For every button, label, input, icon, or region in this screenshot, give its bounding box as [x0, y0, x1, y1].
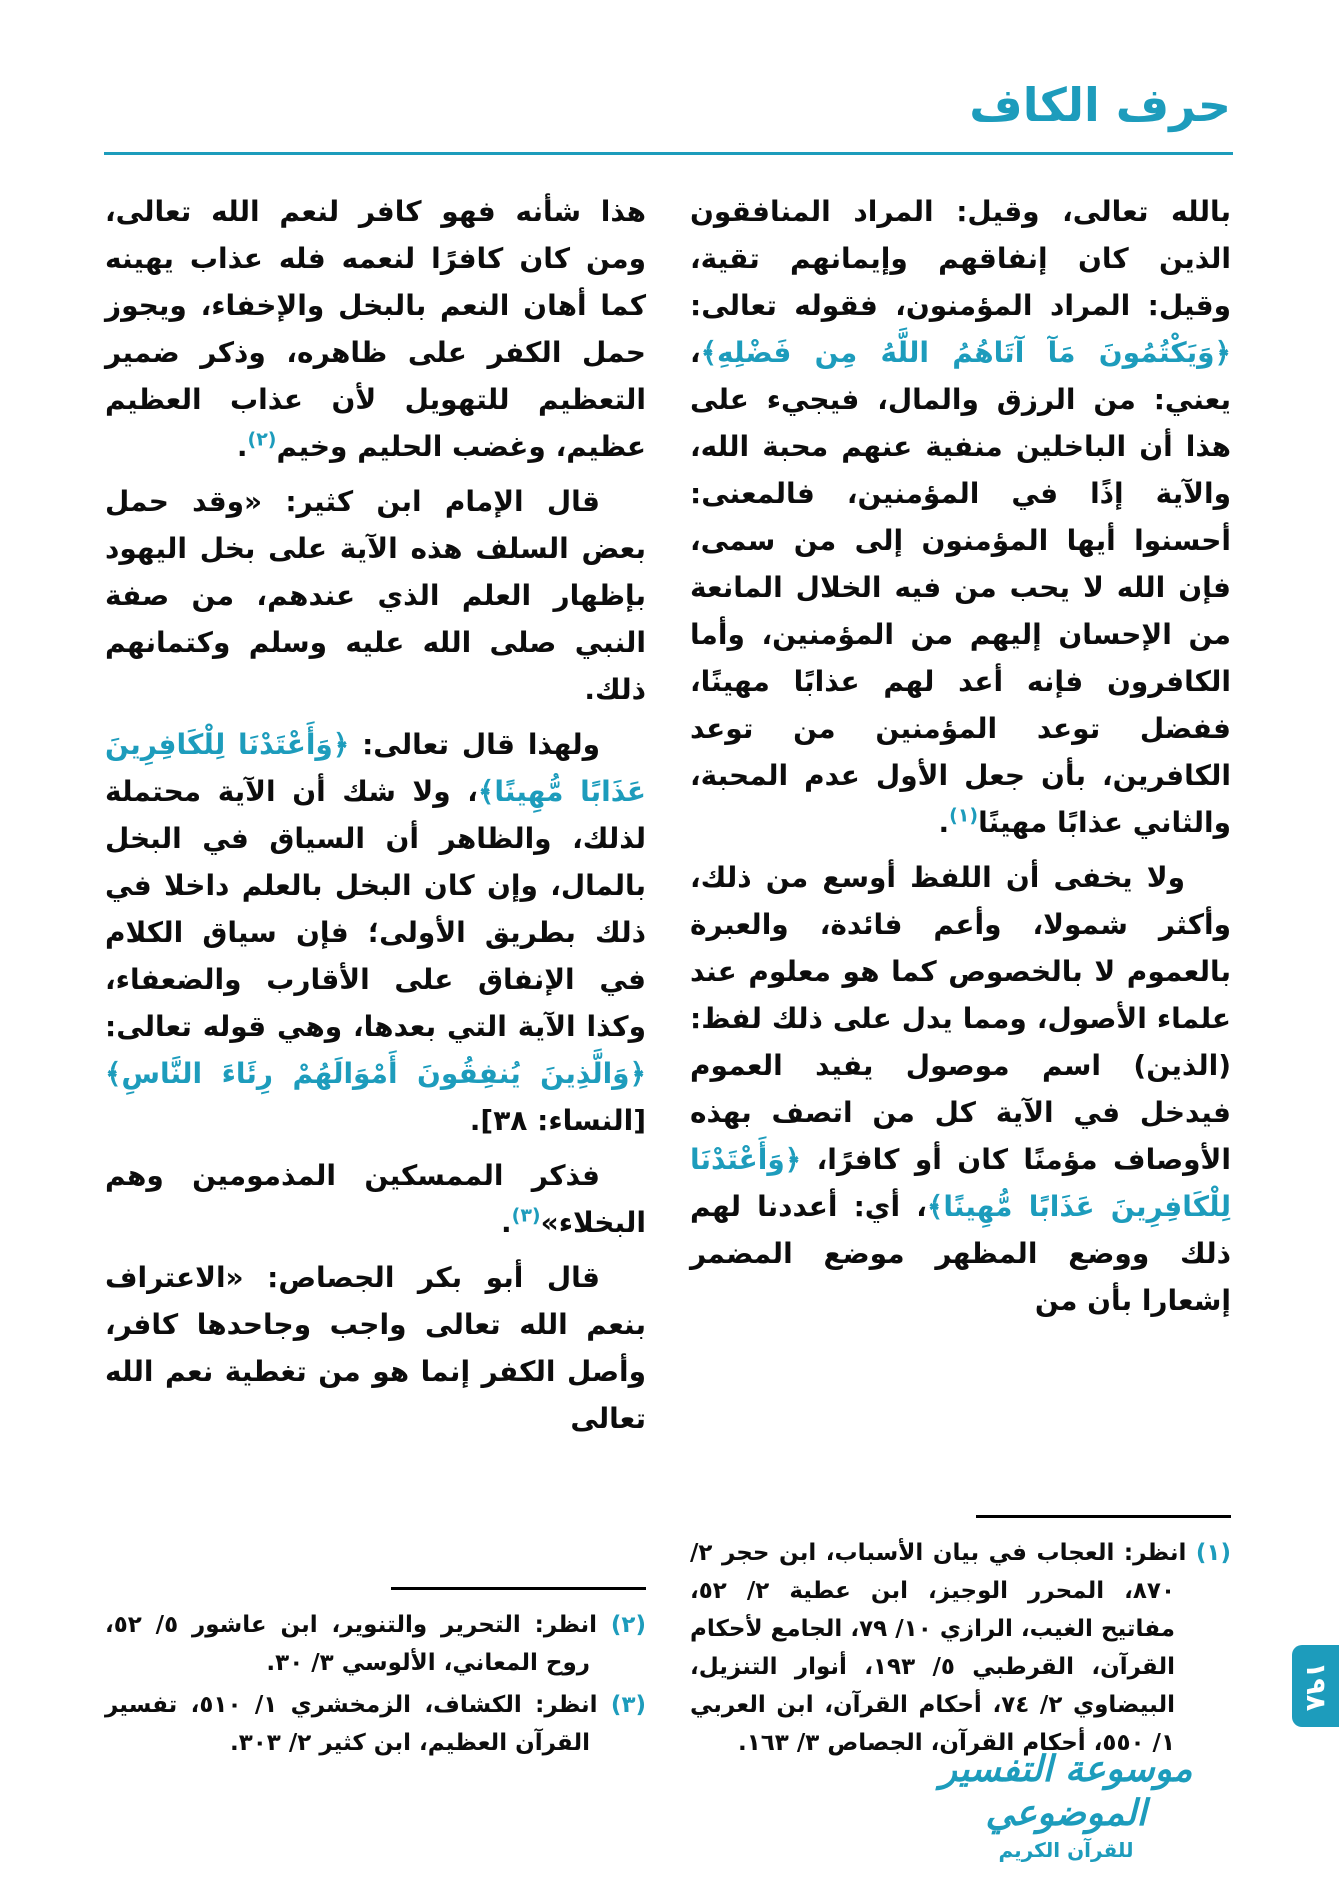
footnotes-left	[105, 1606, 646, 1762]
footnote-separator-rule	[976, 1515, 1231, 1518]
column-right	[690, 188, 1231, 1766]
text-run: قال أبو بكر الجصاص: «الاعتراف بنعم الله تعالى واجب وجاحدها كافر، وأصل الكفر إنما هو من تغطية نعم الله تعالى	[105, 1261, 646, 1435]
text-run: ، ولا شك أن الآية محتملة لذلك، والظاهر أن السياق في البخل بالمال، وإن كان البخل بالعلم داخلا في ذلك بطريق الأولى؛ فإن سياق الكلام في الإنفاق على الأقارب والضعفاء، وكذا الآية التي بعدها، وهي قوله تعالى:	[105, 775, 646, 1043]
quran-verse: ﴿وَيَكْتُمُونَ مَآ آتَاهُمُ اللَّهُ مِن فَضْلِهِ﴾	[700, 336, 1231, 369]
text-run: هذا شأنه فهو كافر لنعم الله تعالى، ومن كان كافرًا لنعمه فله عذاب يهينه كما أهان النعم بالبخل والإخفاء، ويجوز حمل الكفر على ظاهره، وذكر ضمير التعظيم للتهويل لأن عذاب العظيم عظيم، وغضب الحليم وخيم	[105, 195, 646, 463]
paragraph	[690, 188, 1231, 846]
footnote-marker: (٣)	[597, 1692, 646, 1718]
paragraph	[690, 854, 1231, 1324]
text-run: [النساء: ٣٨].	[469, 1104, 646, 1137]
column-right-paragraphs	[690, 188, 1231, 1332]
footnote-block-right	[690, 1509, 1231, 1766]
paragraph	[105, 1254, 646, 1442]
text-run: .	[236, 430, 248, 463]
text-run: بالله تعالى، وقيل: المراد المنافقون الذين كان إنفاقهم وإيمانهم تقية، وقيل: المراد المؤمنون، فقوله تعالى:	[690, 195, 1231, 322]
footnote-separator-rule	[391, 1587, 646, 1590]
footnote-marker: (١)	[1186, 1540, 1231, 1566]
logo-subtitle: للقرآن الكريم	[998, 1838, 1134, 1862]
footnote-text: انظر: التحرير والتنوير، ابن عاشور ٥/ ٥٢، روح المعاني، الألوسي ٣/ ٣٠.	[105, 1612, 598, 1676]
paragraph	[105, 478, 646, 713]
header-divider-rule	[104, 152, 1233, 155]
paragraph	[105, 1152, 646, 1246]
quran-verse: ﴿وَأَعْتَدْنَا لِلْكَافِرِينَ عَذَابًا مُّهِينًا﴾	[690, 1143, 1231, 1223]
paragraph	[105, 188, 646, 470]
text-run: ولهذا قال تعالى:	[349, 728, 600, 761]
footnote-ref: (٣)	[511, 1204, 541, 1227]
text-run: .	[938, 806, 950, 839]
footnote-ref: (٢)	[247, 428, 277, 451]
footnote-text: انظر: العجاب في بيان الأسباب، ابن حجر ٢/ ٨٧٠، المحرر الوجيز، ابن عطية ٢/ ٥٢، مفاتيح الغيب، الرازي ١٠/ ٧٩، الجامع لأحكام القرآن، القرطبي ٥/ ١٩٣، أنوار التنزيل، البيضاوي ٢/ ٧٤، أحكام القرآن، ابن العربي ١/ ٥٥٠، أحكام القرآن، الجصاص ٣/ ١٦٣.	[690, 1540, 1187, 1756]
column-left	[105, 188, 646, 1766]
publisher-seal-logo	[901, 1748, 1231, 1862]
footnote	[105, 1686, 646, 1762]
column-left-paragraphs	[105, 188, 646, 1450]
footnotes-right	[690, 1534, 1231, 1762]
text-run: ، يعني: من الرزق والمال، فيجيء على هذا أن الباخلين منفية عنهم محبة الله، والآية إذًا في المؤمنين، فالمعنى: أحسنوا أيها المؤمنون إلى من سمى، فإن الله لا يحب من فيه الخلال المانعة من الإحسان إليهم من المؤمنين، وأما الكافرون فإنه أعد لهم عذابًا مهينًا، ففضل توعد المؤمنين من توعد الكافرين، بأن جعل الأول عدم المحبة، والثاني عذابًا مهينًا	[690, 336, 1231, 839]
page-number: ١٩٨	[1299, 1661, 1331, 1711]
footnote	[690, 1534, 1231, 1762]
text-run: قال الإمام ابن كثير: «وقد حمل بعض السلف هذه الآية على بخل اليهود بإظهار العلم الذي عندهم، من صفة النبي صلى الله عليه وسلم وكتمانهم ذلك.	[105, 485, 646, 706]
logo-title: موسوعة التفسير الموضوعي	[939, 1749, 1193, 1834]
paragraph	[105, 721, 646, 1144]
footnote-text: انظر: الكشاف، الزمخشري ١/ ٥١٠، تفسير القرآن العظيم، ابن كثير ٢/ ٣٠٣.	[105, 1692, 598, 1756]
footnote-marker: (٢)	[597, 1612, 646, 1638]
page-header-title: حرف الكاف	[969, 78, 1231, 132]
text-run: ، أي: أعددنا لهم ذلك ووضع المظهر موضع المضمر إشعارا بأن من	[690, 1190, 1231, 1317]
quran-verse: ﴿وَأَعْتَدْنَا لِلْكَافِرِينَ عَذَابًا مُّهِينًا﴾	[105, 728, 646, 808]
page-number-tab	[1292, 1645, 1339, 1727]
footnote	[105, 1606, 646, 1682]
footnote-ref: (١)	[949, 804, 979, 827]
two-column-text-area	[105, 188, 1231, 1766]
text-run: .	[500, 1206, 512, 1239]
quran-verse: ﴿وَالَّذِينَ يُنفِقُونَ أَمْوَالَهُمْ رِئَاءَ النَّاسِ﴾	[105, 1057, 646, 1090]
footnote-block-left	[105, 1581, 646, 1766]
text-run: فذكر الممسكين المذمومين وهم البخلاء»	[105, 1159, 646, 1239]
text-run: ولا يخفى أن اللفظ أوسع من ذلك، وأكثر شمولا، وأعم فائدة، والعبرة بالعموم لا بالخصوص كما هو معلوم عند علماء الأصول، ومما يدل على ذلك لفظ: (الذين) اسم موصول يفيد العموم فيدخل في الآية كل من اتصف بهذه الأوصاف مؤمنًا كان أو كافرًا،	[690, 861, 1231, 1176]
